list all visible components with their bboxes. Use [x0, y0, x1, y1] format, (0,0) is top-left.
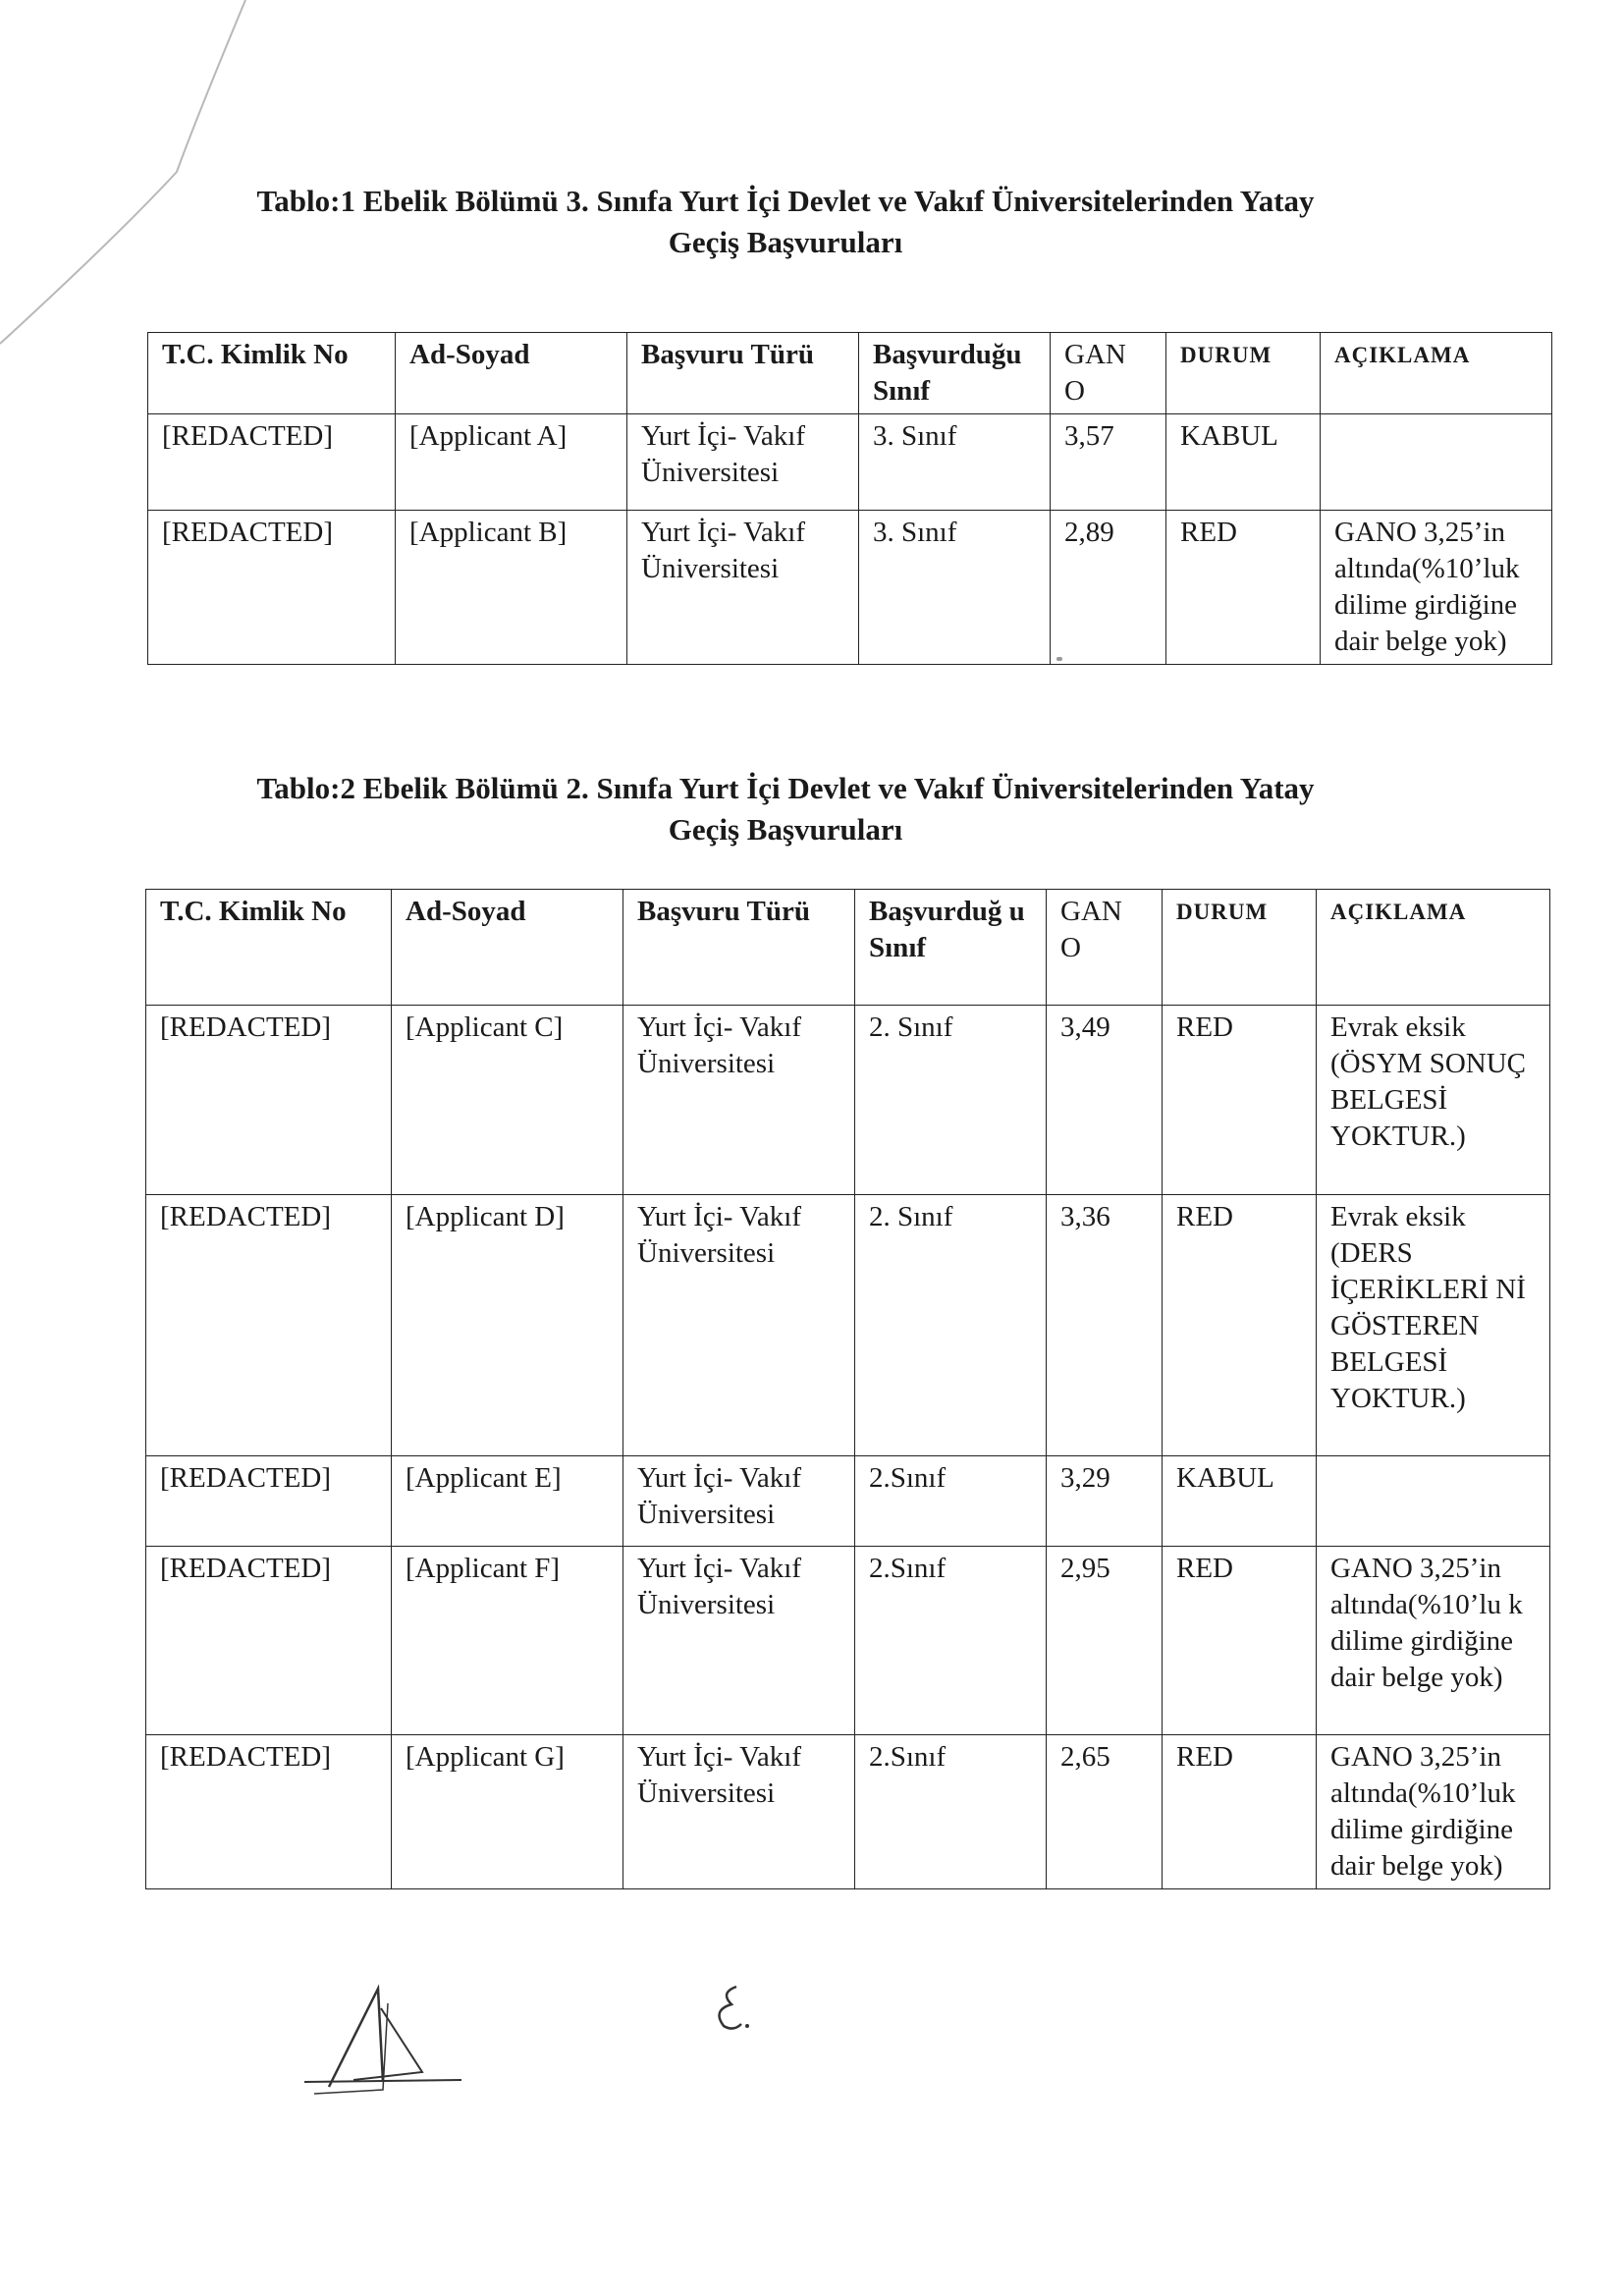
- cell-status: KABUL: [1163, 1456, 1317, 1547]
- table2-title-line1: Tablo:2 Ebelik Bölümü 2. Sınıfa Yurt İçi Devlet ve Vakıf Üniversitelerinden Yatay: [256, 771, 1315, 805]
- table-row: [148, 414, 1552, 511]
- table2-title: [147, 768, 1424, 850]
- header-status: DURUM: [1166, 333, 1321, 414]
- header-status: DURUM: [1163, 890, 1317, 1006]
- table2-title-line2: Geçiş Başvuruları: [668, 812, 903, 847]
- cell-tc-no: [REDACTED]: [148, 414, 396, 511]
- cell-name: [Applicant C]: [392, 1006, 623, 1195]
- cell-type: Yurt İçi- Vakıf Üniversitesi: [623, 1006, 855, 1195]
- cell-note: [1317, 1456, 1550, 1547]
- header-gano: GAN O: [1047, 890, 1163, 1006]
- header-tc-no: T.C. Kimlik No: [148, 333, 396, 414]
- table2: [145, 889, 1550, 1889]
- cell-status: KABUL: [1166, 414, 1321, 511]
- cell-note: Evrak eksik (DERS İÇERİKLERİ Nİ GÖSTEREN BELGESİ YOKTUR.): [1317, 1195, 1550, 1456]
- header-class: Başvurduğu Sınıf: [859, 333, 1051, 414]
- header-note: AÇIKLAMA: [1317, 890, 1550, 1006]
- cell-name: [Applicant A]: [396, 414, 627, 511]
- cell-class: 3. Sınıf: [859, 414, 1051, 511]
- table-row: [146, 1547, 1550, 1735]
- cell-status: RED: [1163, 1547, 1317, 1735]
- scan-speck: [1056, 657, 1062, 661]
- cell-type: Yurt İçi- Vakıf Üniversitesi: [623, 1547, 855, 1735]
- signature-right: [702, 1979, 761, 2048]
- cell-class: 3. Sınıf: [859, 511, 1051, 665]
- cell-gano: 2,95: [1047, 1547, 1163, 1735]
- cell-gano: 3,49: [1047, 1006, 1163, 1195]
- cell-gano: 2,89: [1051, 511, 1166, 665]
- cell-gano: 3,36: [1047, 1195, 1163, 1456]
- header-note: AÇIKLAMA: [1321, 333, 1552, 414]
- table-row: [148, 511, 1552, 665]
- cell-gano: 3,29: [1047, 1456, 1163, 1547]
- cell-gano: 3,57: [1051, 414, 1166, 511]
- table1: [147, 332, 1552, 665]
- cell-type: Yurt İçi- Vakıf Üniversitesi: [623, 1456, 855, 1547]
- cell-note: GANO 3,25’in altında(%10’lu k dilime girdiğine dair belge yok): [1317, 1547, 1550, 1735]
- cell-tc-no: [REDACTED]: [146, 1547, 392, 1735]
- cell-name: [Applicant F]: [392, 1547, 623, 1735]
- cell-name: [Applicant G]: [392, 1735, 623, 1889]
- cell-tc-no: [REDACTED]: [148, 511, 396, 665]
- cell-name: [Applicant B]: [396, 511, 627, 665]
- table2-header-row: [146, 890, 1550, 1006]
- cell-note: GANO 3,25’in altında(%10’luk dilime girdiğine dair belge yok): [1317, 1735, 1550, 1889]
- cell-class: 2.Sınıf: [855, 1456, 1047, 1547]
- cell-type: Yurt İçi- Vakıf Üniversitesi: [627, 414, 859, 511]
- cell-class: 2.Sınıf: [855, 1547, 1047, 1735]
- table-row: [146, 1195, 1550, 1456]
- cell-class: 2. Sınıf: [855, 1006, 1047, 1195]
- cell-status: RED: [1163, 1735, 1317, 1889]
- cell-class: 2.Sınıf: [855, 1735, 1047, 1889]
- header-name: Ad-Soyad: [392, 890, 623, 1006]
- header-type: Başvuru Türü: [623, 890, 855, 1006]
- cell-type: Yurt İçi- Vakıf Üniversitesi: [627, 511, 859, 665]
- cell-note: [1321, 414, 1552, 511]
- table1-title-line2: Geçiş Başvuruları: [668, 225, 903, 259]
- cell-name: [Applicant D]: [392, 1195, 623, 1456]
- header-class: Başvurduğ u Sınıf: [855, 890, 1047, 1006]
- cell-tc-no: [REDACTED]: [146, 1006, 392, 1195]
- header-tc-no: T.C. Kimlik No: [146, 890, 392, 1006]
- cell-status: RED: [1166, 511, 1321, 665]
- table1-title: [147, 181, 1424, 263]
- header-gano: GAN O: [1051, 333, 1166, 414]
- header-type: Başvuru Türü: [627, 333, 859, 414]
- cell-type: Yurt İçi- Vakıf Üniversitesi: [623, 1735, 855, 1889]
- table-row: [146, 1735, 1550, 1889]
- cell-tc-no: [REDACTED]: [146, 1456, 392, 1547]
- paper-fold-line: [0, 0, 255, 354]
- signature-left: [295, 1974, 471, 2102]
- cell-status: RED: [1163, 1195, 1317, 1456]
- cell-name: [Applicant E]: [392, 1456, 623, 1547]
- table-row: [146, 1006, 1550, 1195]
- cell-note: GANO 3,25’in altında(%10’luk dilime girdiğine dair belge yok): [1321, 511, 1552, 665]
- cell-gano: 2,65: [1047, 1735, 1163, 1889]
- cell-tc-no: [REDACTED]: [146, 1735, 392, 1889]
- cell-class: 2. Sınıf: [855, 1195, 1047, 1456]
- header-name: Ad-Soyad: [396, 333, 627, 414]
- cell-type: Yurt İçi- Vakıf Üniversitesi: [623, 1195, 855, 1456]
- cell-tc-no: [REDACTED]: [146, 1195, 392, 1456]
- table-row: [146, 1456, 1550, 1547]
- cell-status: RED: [1163, 1006, 1317, 1195]
- table1-title-line1: Tablo:1 Ebelik Bölümü 3. Sınıfa Yurt İçi Devlet ve Vakıf Üniversitelerinden Yatay: [256, 184, 1315, 218]
- cell-note: Evrak eksik (ÖSYM SONUÇ BELGESİ YOKTUR.): [1317, 1006, 1550, 1195]
- table1-header-row: [148, 333, 1552, 414]
